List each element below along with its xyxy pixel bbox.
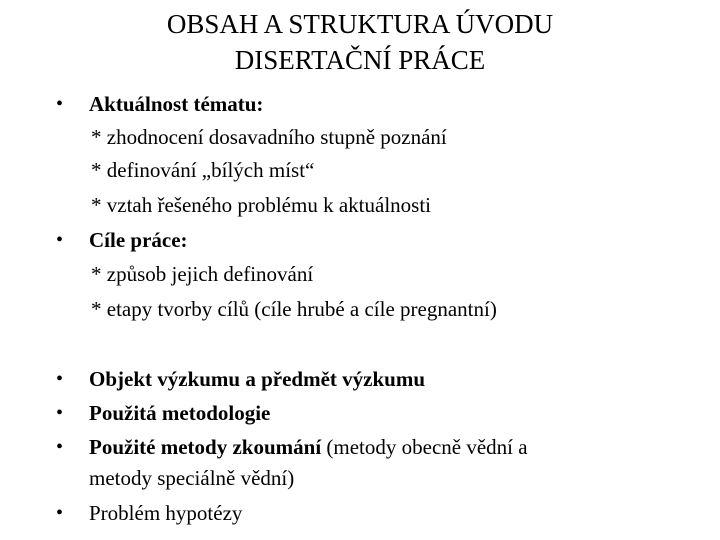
- bullet-metody-line-2: metody speciálně vědní): [89, 466, 295, 490]
- bullet-cile-heading: Cíle práce:: [89, 228, 188, 252]
- sub-item-text: * vztah řešeného problému k aktuálnosti: [91, 193, 431, 217]
- slide-title-line-2: DISERTAČNÍ PRÁCE: [234, 45, 486, 75]
- bullet-hypotezy-text: Problém hypotézy: [89, 501, 243, 525]
- bullet-dot-icon: •: [56, 502, 64, 524]
- bullet-dot-icon: •: [56, 93, 64, 115]
- bullet-dot-icon: •: [56, 402, 64, 424]
- bullet-metodologie-heading: Použitá metodologie: [89, 401, 271, 425]
- sub-item-text: * způsob jejich definování: [91, 262, 314, 286]
- bullet-dot-icon: •: [56, 436, 64, 458]
- bullet-dot-icon: •: [56, 229, 64, 251]
- bullet-aktualnost-heading: Aktuálnost tématu:: [89, 92, 264, 116]
- sub-item-text: * zhodnocení dosavadního stupně poznání: [91, 125, 447, 149]
- sub-item-text: * etapy tvorby cílů (cíle hrubé a cíle pregnantní): [91, 297, 497, 321]
- bullet-metody-rest: (metody obecně vědní a: [321, 435, 528, 459]
- sub-item-text: * definování „bílých míst“: [91, 158, 315, 182]
- bullet-objekt-heading: Objekt výzkumu a předmět výzkumu: [89, 367, 426, 391]
- bullet-dot-icon: •: [56, 368, 64, 390]
- bullet-metody-text: [89, 434, 528, 460]
- slide-title-line-1: OBSAH A STRUKTURA ÚVODU: [166, 9, 554, 39]
- bullet-metody-heading: Použité metody zkoumání: [89, 435, 322, 459]
